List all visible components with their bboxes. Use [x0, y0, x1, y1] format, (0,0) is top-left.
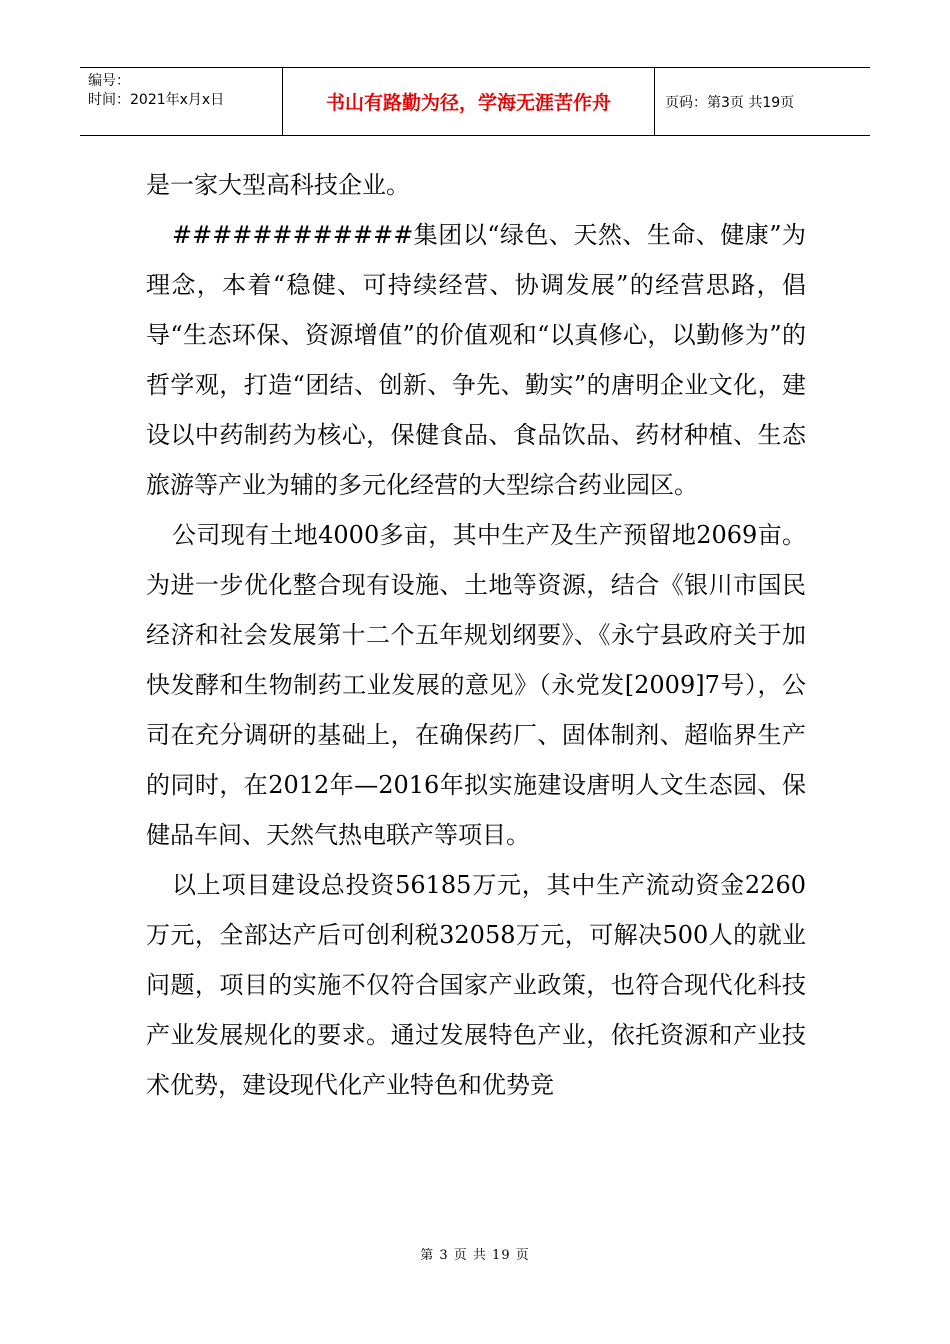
header-motto: 书山有路勤为径，学海无涯苦作舟	[283, 68, 655, 135]
document-time-label: 时间：2021年x月x日	[88, 92, 225, 108]
header-meta	[80, 68, 283, 135]
paragraph-land-and-projects: 公司现有土地4000多亩，其中生产及生产预留地2069亩。为进一步优化整合现有设施、土地等资源，结合《银川市国民经济和社会发展第十二个五年规划纲要》、《永宁县政府关于加快发酵和生物制药工业发展的意见》（永党发[2009]7号），公司在充分调研的基础上，在确保药厂、固体制剂、超临界生产的同时，在2012年—2016年拟实施建设唐明人文生态园、保健品车间、天然气热电联产等项目。	[146, 521, 806, 849]
document-body	[146, 160, 806, 1110]
header-page-indicator: 页码：第3页 共19页	[665, 94, 795, 111]
paragraph-investment: 以上项目建设总投资56185万元，其中生产流动资金2260万元，全部达产后可创利税32058万元，可解决500人的就业问题，项目的实施不仅符合国家产业政策，也符合现代化科技产业发展规化的要求。通过发展特色产业，依托资源和产业技术优势，建设现代化产业特色和优势竞	[146, 871, 806, 1099]
page-footer: 第 3 页 共 19 页	[420, 1248, 530, 1263]
document-number-label: 编号：	[88, 73, 130, 89]
paragraph-continuation: 是一家大型高科技企业。	[146, 171, 410, 199]
paragraph-group-philosophy: ############集团以“绿色、天然、生命、健康”为理念，本着“稳健、可持续经营、协调发展”的经营思路，倡导“生态环保、资源增值”的价值观和“以真修心，以勤修为”的哲学观，打造“团结、创新、争先、勤实”的唐明企业文化，建设以中药制药为核心，保健食品、食品饮品、药材种植、生态旅游等产业为辅的多元化经营的大型综合药业园区。	[146, 221, 806, 499]
page-header	[80, 67, 870, 136]
